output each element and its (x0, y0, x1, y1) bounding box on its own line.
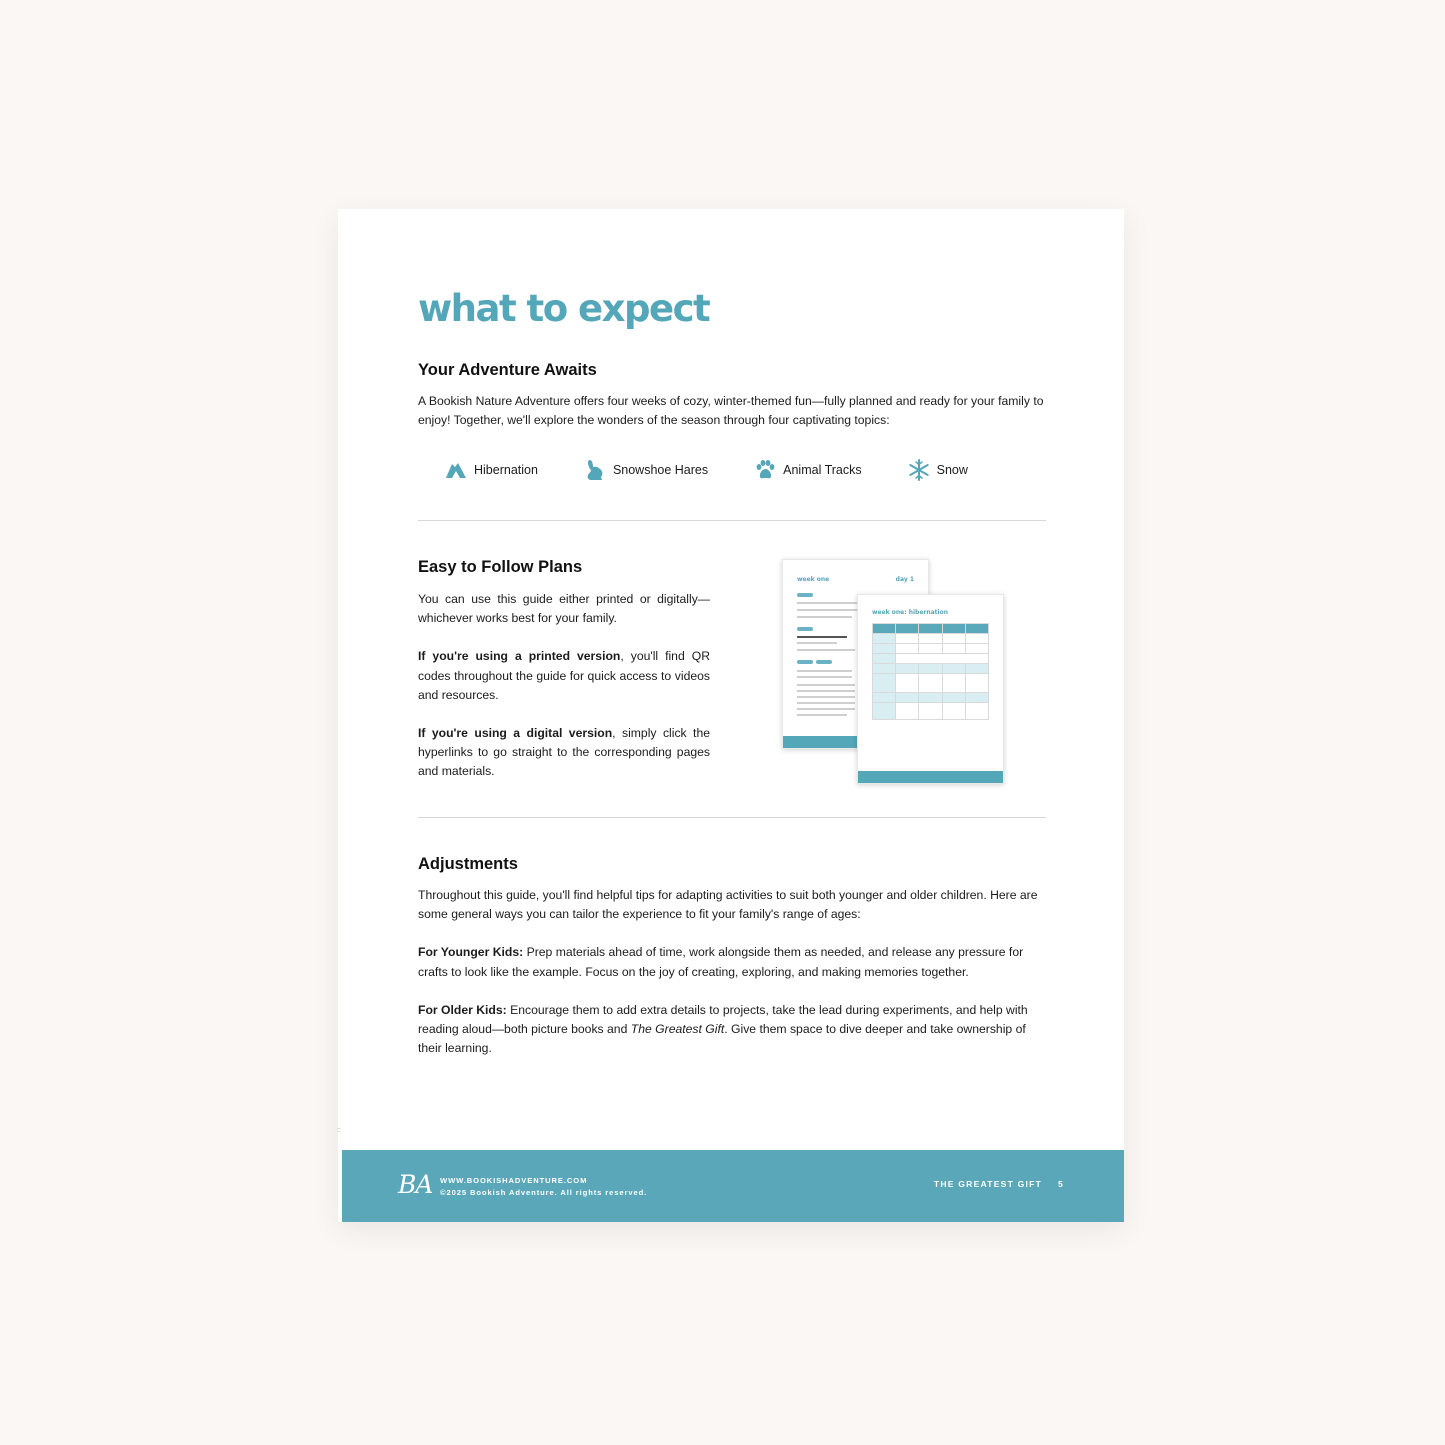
older-text-b: . Give them space to dive deeper and take ownership of their learning. (418, 1022, 1026, 1056)
sheet-text-line (797, 690, 855, 692)
younger-bold: For Younger Kids: (418, 945, 524, 960)
sheet-tag (797, 627, 813, 631)
page-title: what to expect (418, 287, 710, 330)
topic-hibernation (445, 459, 538, 481)
plans-printed-text: , you'll find QR codes throughout the guide for quick access to videos and resources. (418, 649, 711, 702)
plans-digital-text: , simply click the hyperlinks to go straight to the corresponding pages and materials. (418, 726, 710, 779)
older-text-a: Encourage them to add extra details to projects, take the lead during experiments, and help with reading aloud—both picture books and (418, 1002, 1028, 1037)
older-book-title: The Greatest Gift (630, 1022, 725, 1037)
topic-label: Snowshoe Hares (612, 463, 709, 477)
section-heading-adjustments: Adjustments (418, 855, 518, 873)
sheet-text-line (797, 684, 855, 686)
sheet-tag (797, 660, 813, 664)
divider (418, 520, 1046, 521)
topics-list (445, 459, 1014, 481)
adventure-paragraph: A Bookish Nature Adventure offers four weeks of cozy, winter-themed fun—fully planned and ready for your family to enjoy! Together, we'll explore the wonders of the season through four captivating topics: (418, 394, 1044, 428)
sheet-footer (858, 771, 1003, 783)
page-marker: :: (337, 1127, 341, 1134)
section-heading-plans: Easy to Follow Plans (418, 558, 583, 576)
topic-label: Hibernation (474, 463, 538, 477)
sheet-text-line (797, 609, 857, 611)
topic-animal-tracks (754, 459, 862, 481)
adjustments-intro: Throughout this guide, you'll find helpful tips for adapting activities to suit both younger and older children. Here are some general ways you can tailor the experience to fit your family's range of ages: (418, 888, 1038, 922)
plans-printed-bold: If you're using a printed version (418, 649, 621, 664)
page-footer (342, 1150, 1124, 1222)
preview-sheet-week (857, 594, 1004, 784)
sheet-text-line (797, 616, 852, 618)
plans-digital-bold: If you're using a digital version (418, 726, 613, 741)
snowflake-icon (908, 459, 930, 481)
rabbit-icon (584, 459, 606, 481)
footer-right (934, 1179, 1064, 1189)
divider (418, 817, 1046, 818)
adjustments-body (418, 886, 1046, 1077)
sheet-day-label: day 1 (895, 576, 914, 583)
topic-label: Snow (936, 463, 968, 477)
topic-snowshoe-hares (584, 459, 708, 481)
footer-book-title: THE GREATEST GIFT (933, 1179, 1043, 1189)
footer-meta (440, 1175, 647, 1199)
cave-icon (445, 461, 467, 479)
plans-body (418, 590, 710, 801)
sheet-week-label: week one (797, 576, 830, 583)
section-heading-adventure: Your Adventure Awaits (418, 361, 597, 379)
younger-text: Prep materials ahead of time, work alongside them as needed, and release any pressure for crafts to look like the example. Focus on the joy of creating, exploring, and making memories together. (418, 945, 1024, 979)
adjustments-older (418, 1001, 1046, 1059)
document-page (338, 209, 1124, 1222)
sheet-text-line (797, 714, 847, 716)
sheet-text-line (797, 642, 837, 644)
sheet-text-line (797, 649, 855, 651)
sheet-text-line (797, 702, 855, 704)
sheet-text-line (797, 670, 852, 672)
footer-page-number: 5 (1058, 1179, 1064, 1189)
topic-snow (908, 459, 968, 481)
plans-printed (418, 647, 710, 705)
adjustments-younger (418, 943, 1046, 981)
sheet-text-line (797, 696, 855, 698)
plans-digital (418, 724, 710, 782)
sheet-schedule-grid (872, 623, 989, 720)
topic-label: Animal Tracks (783, 463, 862, 477)
plans-intro: You can use this guide either printed or digitally—whichever works best for your family. (418, 592, 710, 626)
older-bold: For Older Kids: (418, 1002, 507, 1017)
sheet-tag (797, 593, 813, 597)
sheet-text-line (797, 636, 847, 638)
footer-copyright: ©2025 Bookish Adventure. All rights reserved. (440, 1188, 648, 1197)
sheet-text-line (797, 708, 855, 710)
sheet-tag (816, 660, 832, 664)
sheet-week-title: week one: hibernation (872, 609, 949, 616)
sheet-text-line (797, 602, 857, 604)
paw-icon (754, 459, 776, 481)
sheet-text-line (797, 676, 852, 678)
logo: BA (398, 1170, 433, 1199)
footer-website[interactable]: WWW.BOOKISHADVENTURE.COM (440, 1176, 588, 1185)
